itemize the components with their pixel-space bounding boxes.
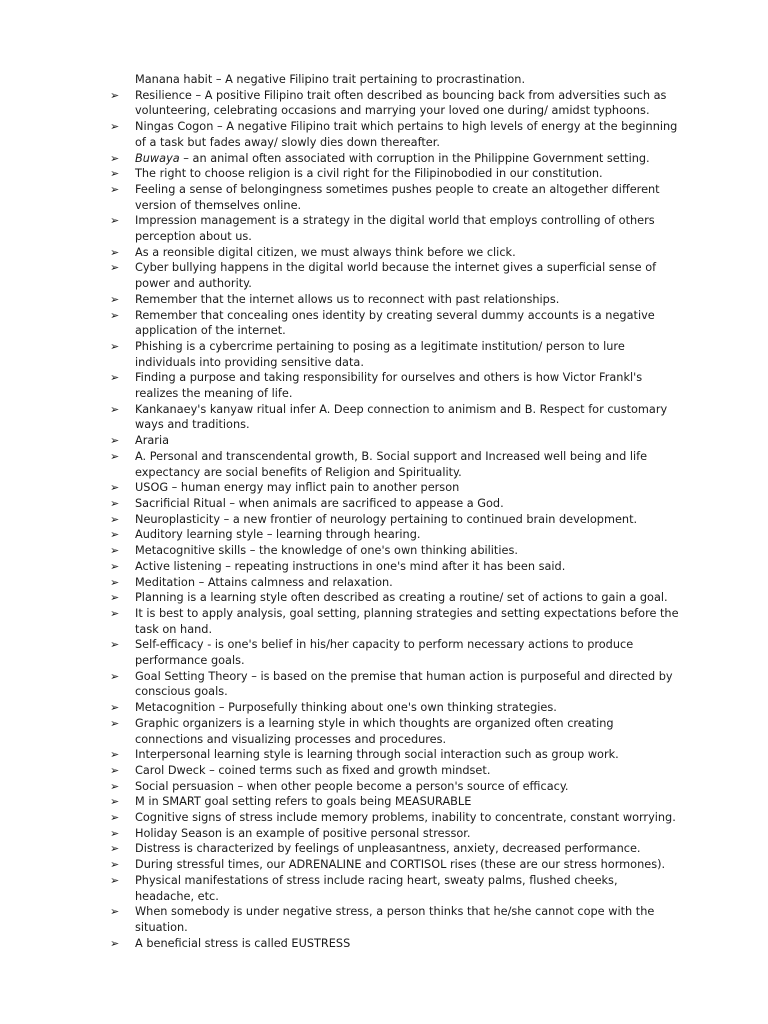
- list-item: [110, 119, 680, 150]
- list-item-text: Interpersonal learning style is learning through social interaction such as group work.: [135, 748, 619, 762]
- intro-line: Manana habit – A negative Filipino trait pertaining to procrastination.: [135, 73, 526, 86]
- arrowhead-bullet-icon: ➢: [110, 905, 120, 919]
- list-item: [110, 512, 680, 528]
- arrowhead-bullet-icon: ➢: [110, 559, 120, 573]
- list-item-text: Kankanaey's kanyaw ritual infer A. Deep connection to animism and B. Respect for customary ways and traditions.: [135, 402, 668, 432]
- list-item: [110, 292, 680, 308]
- arrowhead-bullet-icon: ➢: [110, 873, 120, 887]
- list-item: [110, 637, 680, 668]
- list-item-text: Cyber bullying happens in the digital world because the internet gives a superficial sense of power and authority.: [135, 261, 657, 291]
- arrowhead-bullet-icon: ➢: [110, 795, 120, 809]
- arrowhead-bullet-icon: ➢: [110, 434, 120, 448]
- arrowhead-bullet-icon: ➢: [110, 88, 120, 102]
- arrowhead-bullet-icon: ➢: [110, 701, 120, 715]
- list-item: [110, 543, 680, 559]
- list-item-text: USOG – human energy may inflict pain to another person: [135, 481, 460, 495]
- list-item: [110, 575, 680, 591]
- list-item-text: Auditory learning style – learning through hearing.: [135, 528, 421, 542]
- arrowhead-bullet-icon: ➢: [110, 669, 120, 683]
- arrowhead-bullet-icon: ➢: [110, 842, 120, 856]
- list-item-text: Metacognitive skills – the knowledge of one's own thinking abilities.: [135, 544, 518, 558]
- list-item-text: Cognitive signs of stress include memory problems, inability to concentrate, constant worrying.: [135, 811, 676, 825]
- list-item-text: Feeling a sense of belongingness sometimes pushes people to create an altogether different version of themselves online.: [135, 182, 660, 212]
- list-item-text: Goal Setting Theory – is based on the premise that human action is purposeful and directed by conscious goals.: [135, 669, 673, 699]
- list-item-text: Active listening – repeating instructions in one's mind after it has been said.: [135, 559, 566, 573]
- list-item-text: Finding a purpose and taking responsibility for ourselves and others is how Victor Frankl's realizes the meaning of life.: [135, 371, 643, 401]
- list-item-text: During stressful times, our ADRENALINE and CORTISOL rises (these are our stress hormones).: [135, 858, 666, 872]
- list-item-text: When somebody is under negative stress, a person thinks that he/she cannot cope with the situation.: [135, 905, 655, 934]
- list-item: [110, 182, 680, 213]
- arrowhead-bullet-icon: ➢: [110, 120, 120, 134]
- list-item-emphasis: Buwaya: [135, 151, 180, 165]
- arrowhead-bullet-icon: ➢: [110, 481, 120, 495]
- list-item-text: Ningas Cogon – A negative Filipino trait which pertains to high levels of energy at the beginning of a task but fades away/ slowly dies down thereafter.: [135, 120, 678, 149]
- list-item-text: – an animal often associated with corruption in the Philippine Government setting.: [179, 151, 650, 165]
- list-item-text: Graphic organizers is a learning style in which thoughts are organized often creating connections and visualizing processes and procedures.: [135, 716, 614, 746]
- bullet-list: [110, 88, 680, 952]
- arrowhead-bullet-icon: ➢: [110, 591, 120, 605]
- list-item: [110, 480, 680, 496]
- list-item-text: A. Personal and transcendental growth, B. Social support and Increased well being and life expectancy are social benefits of Religion and Spirituality.: [135, 449, 648, 479]
- list-item: [110, 88, 680, 119]
- list-item: [110, 826, 680, 842]
- arrowhead-bullet-icon: ➢: [110, 528, 120, 542]
- list-item: [110, 716, 680, 747]
- list-item-text: A beneficial stress is called EUSTRESS: [135, 936, 351, 950]
- arrowhead-bullet-icon: ➢: [110, 811, 120, 825]
- arrowhead-bullet-icon: ➢: [110, 716, 120, 730]
- list-item-text: Social persuasion – when other people become a person's source of efficacy.: [135, 779, 569, 793]
- list-item: [110, 904, 680, 935]
- list-item-text: Remember that concealing ones identity by creating several dummy accounts is a negative application of the internet.: [135, 308, 655, 338]
- arrowhead-bullet-icon: ➢: [110, 402, 120, 416]
- list-item-text: Holiday Season is an example of positive personal stressor.: [135, 826, 471, 840]
- list-item-text: It is best to apply analysis, goal setting, planning strategies and setting expectations before the task on hand.: [135, 606, 679, 636]
- arrowhead-bullet-icon: ➢: [110, 936, 120, 950]
- arrowhead-bullet-icon: ➢: [110, 544, 120, 558]
- arrowhead-bullet-icon: ➢: [110, 308, 120, 322]
- list-item: [110, 213, 680, 244]
- list-item-text: Sacrificial Ritual – when animals are sacrificed to appease a God.: [135, 496, 504, 510]
- list-item-text: Physical manifestations of stress include racing heart, sweaty palms, flushed cheeks, headache, etc.: [135, 873, 618, 903]
- list-item: [110, 449, 680, 480]
- list-item-text: Neuroplasticity – a new frontier of neurology pertaining to continued brain development.: [135, 512, 638, 526]
- list-item-text: Araria: [135, 434, 170, 448]
- list-item-text: Impression management is a strategy in the digital world that employs controlling of others perception about us.: [135, 214, 655, 244]
- list-item-text: Self-efficacy - is one's belief in his/her capacity to perform necessary actions to produce performance goals.: [135, 638, 634, 668]
- list-item: [110, 794, 680, 810]
- list-item: [110, 339, 680, 370]
- list-item: [110, 700, 680, 716]
- arrowhead-bullet-icon: ➢: [110, 826, 120, 840]
- list-item: [110, 810, 680, 826]
- list-item: [110, 308, 680, 339]
- list-item: [110, 496, 680, 512]
- arrowhead-bullet-icon: ➢: [110, 449, 120, 463]
- list-item-text: Meditation – Attains calmness and relaxation.: [135, 575, 393, 589]
- arrowhead-bullet-icon: ➢: [110, 245, 120, 259]
- arrowhead-bullet-icon: ➢: [110, 214, 120, 228]
- list-item: [110, 245, 680, 261]
- arrowhead-bullet-icon: ➢: [110, 858, 120, 872]
- list-item-text: The right to choose religion is a civil right for the Filipinobodied in our constitution.: [135, 167, 603, 181]
- list-item-text: As a reonsible digital citizen, we must always think before we click.: [135, 245, 516, 259]
- list-item: [110, 779, 680, 795]
- list-item: [110, 590, 680, 606]
- list-item-text: Remember that the internet allows us to reconnect with past relationships.: [135, 292, 560, 306]
- arrowhead-bullet-icon: ➢: [110, 606, 120, 620]
- list-item: [110, 151, 680, 167]
- list-item-text: Planning is a learning style often described as creating a routine/ set of actions to gain a goal.: [135, 591, 668, 605]
- arrowhead-bullet-icon: ➢: [110, 371, 120, 385]
- arrowhead-bullet-icon: ➢: [110, 779, 120, 793]
- list-item: [110, 260, 680, 291]
- list-item: [110, 857, 680, 873]
- list-item: [110, 433, 680, 449]
- arrowhead-bullet-icon: ➢: [110, 512, 120, 526]
- arrowhead-bullet-icon: ➢: [110, 496, 120, 510]
- list-item-text: Resilience – A positive Filipino trait often described as bouncing back from adversities such as volunteering, celebrating occasions and marrying your loved one during/ amidst typhoons.: [135, 88, 667, 118]
- list-item: [110, 559, 680, 575]
- list-item: [110, 873, 680, 904]
- list-item: [110, 936, 680, 952]
- list-item: [110, 606, 680, 637]
- list-item: [110, 747, 680, 763]
- list-item-text: Carol Dweck – coined terms such as fixed and growth mindset.: [135, 763, 491, 777]
- arrowhead-bullet-icon: ➢: [110, 339, 120, 353]
- list-item: [110, 370, 680, 401]
- list-item: [110, 402, 680, 433]
- arrowhead-bullet-icon: ➢: [110, 638, 120, 652]
- list-item: [110, 669, 680, 700]
- document-body: [110, 72, 680, 951]
- list-item-text: M in SMART goal setting refers to goals being MEASURABLE: [135, 795, 472, 809]
- list-item: [110, 166, 680, 182]
- list-item: [110, 527, 680, 543]
- arrowhead-bullet-icon: ➢: [110, 151, 120, 165]
- arrowhead-bullet-icon: ➢: [110, 292, 120, 306]
- arrowhead-bullet-icon: ➢: [110, 182, 120, 196]
- list-item-text: Phishing is a cybercrime pertaining to posing as a legitimate institution/ person to lure individuals into providing sensitive data.: [135, 339, 625, 369]
- arrowhead-bullet-icon: ➢: [110, 261, 120, 275]
- list-item-text: Metacognition – Purposefully thinking about one's own thinking strategies.: [135, 701, 557, 715]
- list-item: [110, 841, 680, 857]
- arrowhead-bullet-icon: ➢: [110, 575, 120, 589]
- arrowhead-bullet-icon: ➢: [110, 748, 120, 762]
- list-item-text: Distress is characterized by feelings of unpleasantness, anxiety, decreased performance.: [135, 842, 641, 856]
- arrowhead-bullet-icon: ➢: [110, 167, 120, 181]
- arrowhead-bullet-icon: ➢: [110, 763, 120, 777]
- list-item: [110, 763, 680, 779]
